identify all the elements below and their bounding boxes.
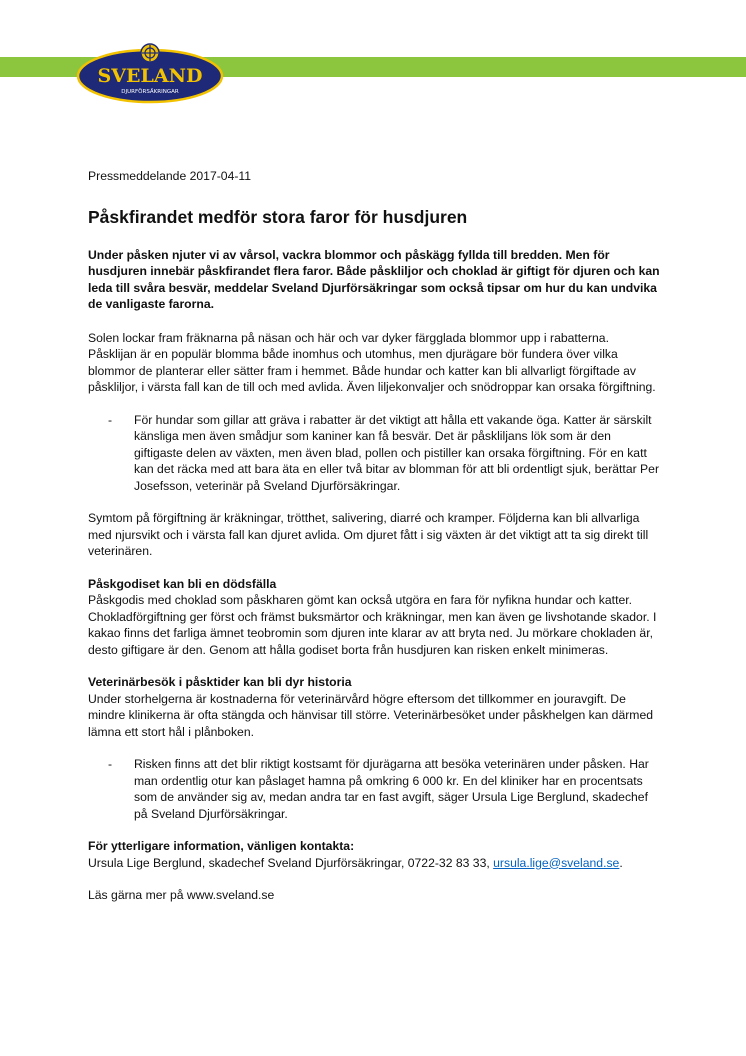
press-date: Pressmeddelande 2017-04-11 [88, 169, 252, 183]
logo-tagline: DJURFÖRSÄKRINGAR [121, 89, 179, 95]
contact-line [88, 855, 660, 872]
contact-text: Ursula Lige Berglund, skadechef Sveland Djurförsäkringar, 0722-32 83 33, [88, 855, 494, 870]
sveland-logo [76, 40, 224, 104]
quote-text-1: För hundar som gillar att gräva i rabatter är det viktigt att hålla ett vakande öga. Katter är särskilt känsliga men även smådjur som kaniner kan få besvär. Det är påskliljans lök som är den giftigaste delen av växten, men även blad, pollen och pistiller kan orsaka förgiftning. För en katt kan det räcka med att bara äta en eller två bitar av blomman för att bli ordentligt sjuk, berättar Per Josefsson, veterinär på Sveland Djurförsäkringar. [134, 412, 660, 493]
quote-item-2 [108, 756, 660, 822]
quote-list-1 [88, 412, 660, 495]
page-title: Påskfirandet medför stora faror för husdjuren [88, 206, 468, 227]
subheading-chocolate: Påskgodiset kan bli en dödsfälla [88, 576, 277, 591]
contact-period: . [619, 855, 623, 870]
contact-email-link[interactable]: ursula.lige@sveland.se [493, 855, 620, 870]
bullet-dash: - [108, 412, 113, 427]
paragraph-2: Symtom på förgiftning är kräkningar, trötthet, salivering, diarré och kramper. Följderna kan bli allvarliga med njursvikt och i värsta fall kan djuret avlida. Om djuret fått i sig växten är det viktigt att ta sig direkt till veterinären. [88, 511, 649, 558]
paragraph-3: Påskgodis med choklad som påskharen gömt kan också utgöra en fara för nyfikna hundar och katter. Chokladförgiftning ger först och främst buksmärtor och kräkningar, men kan även ge livshotande skador. I kakao finns det farliga ämnet teobromin som djuren inte klarar av att bryta ned. Ju mörkare chokladen är, desto giftigare är den. Genom att hålla godiset borta från husdjuren kan risken enkelt minimeras. [88, 593, 657, 657]
page-header [0, 0, 746, 110]
quote-list-2 [88, 756, 660, 822]
paragraph-1: Solen lockar fram fräknarna på näsan och här och var dyker färgglada blommor upp i rabatterna. Påsklijan är en populär blomma både inomhus och utomhus, men djurägare bör fundera över vilka blommor de planterar eller sätter fram i hemmet. Både hundar och katter kan bli allvarligt förgiftade av påskliljor, i värsta fall kan de till och med avlida. Även liljekonvaljer och snödroppar kan orsaka förgiftning. [88, 330, 656, 394]
quote-text-2: Risken finns att det blir riktigt kostsamt för djurägarna att besöka veterinären under påsken. Har man ordentlig otur kan påslaget hamna på omkring 6 000 kr. En del kliniker har en procentsats som de använder sig av, medan andra tar en fast avgift, säger Ursula Lige Berglund, skadechef på Sveland Djurförsäkringar. [134, 757, 649, 821]
lead-paragraph: Under påsken njuter vi av vårsol, vackra blommor och påskägg fyllda till bredden. Men för husdjuren innebär påskfirandet flera faror. Både påskliljor och choklad är giftigt för djuren och kan leda till svåra besvär, meddelar Sveland Djurförsäkringar som också tipsar om hur du kan undvika de vanligaste farorna. [88, 247, 660, 311]
quote-item-1 [108, 412, 660, 495]
logo-name: SVELAND [97, 65, 203, 87]
bullet-dash: - [108, 757, 113, 771]
subheading-vet-cost: Veterinärbesök i påsktider kan bli dyr historia [88, 675, 352, 689]
paragraph-4: Under storhelgerna är kostnaderna för veterinärvård högre eftersom det tillkommer en jouravgift. De mindre klinikerna är ofta stängda och hänvisar till större. Veterinärbesöket under påskhelgen kan därmed lämna ett stort hål i plånboken. [88, 691, 654, 739]
read-more: Läs gärna mer på www.sveland.se [88, 888, 275, 902]
press-release-body [88, 168, 660, 904]
contact-heading: För ytterligare information, vänligen kontakta: [88, 839, 355, 853]
